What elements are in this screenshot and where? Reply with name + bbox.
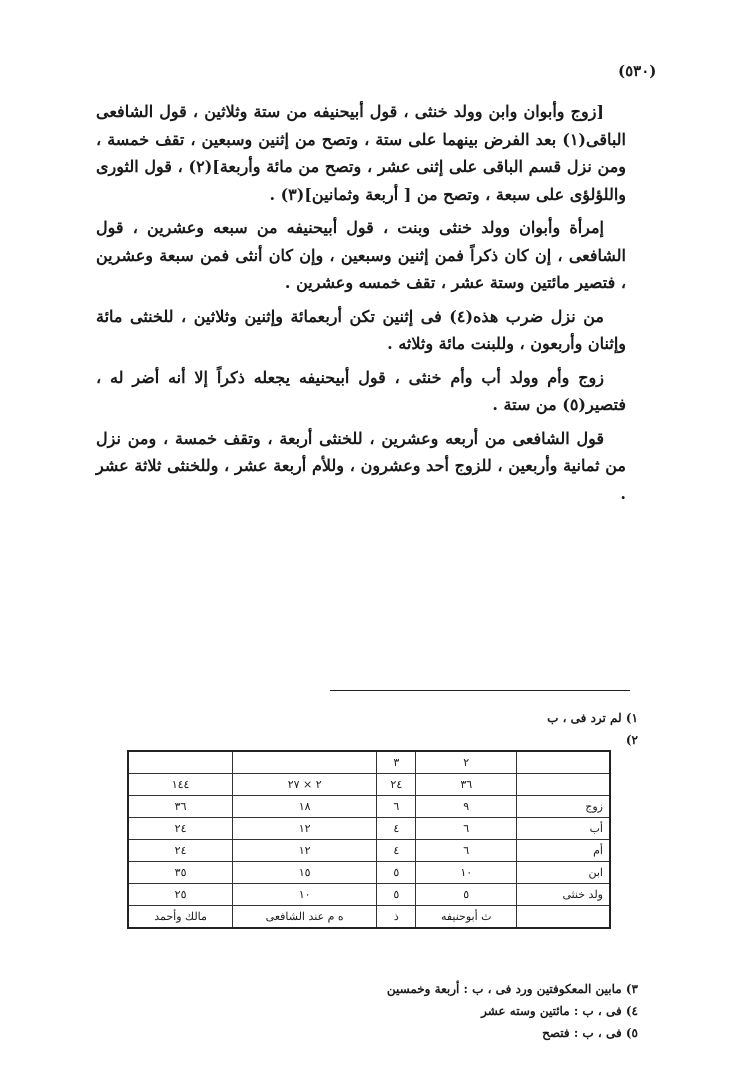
- table-cell: ٢٤: [128, 818, 233, 840]
- table-cell: ٣٦: [416, 774, 517, 796]
- table-cell: ٢٥: [128, 884, 233, 906]
- footnote-5: ٥) فى ، ب : فتصح: [542, 1026, 638, 1040]
- table-cell: ٦: [416, 840, 517, 862]
- table-cell: ١٢: [233, 818, 377, 840]
- table-cell: ولد خنثى: [517, 884, 611, 906]
- table-cell: [233, 751, 377, 774]
- table-cell: ٤: [377, 818, 416, 840]
- table-cell: [517, 906, 611, 929]
- paragraph-3: من نزل ضرب هذه(٤) فى إثنين تكن أربعمائة وإثنين وثلاثين ، للخنثى مائة وإثنان وأربعون ، وللبنت مائة وثلاثه .: [96, 306, 626, 353]
- table-cell: [517, 751, 611, 774]
- footnote-4: ٤) فى ، ب : مائتين وسته عشر: [481, 1004, 638, 1018]
- paragraph-1: [زوج وأبوان وابن وولد خنثى ، قول أبيحنيفه من ستة وثلاثين ، قول الشافعى الباقى(١) بعد الفرض بينهما على ستة ، وتصح من إثنين وسبعين ، تقف خمسة ، ومن نزل قسم الباقى على إثنى عشر ، وتصح من مائة وأربعة](٢) ، قول الثورى واللؤلؤى على سبعة ، وتصح من [ أربعة وثمانين](٣) .: [96, 102, 626, 204]
- table-cell: ٦: [416, 818, 517, 840]
- table-cell: ١٨: [233, 796, 377, 818]
- table-cell: ٣٥: [128, 862, 233, 884]
- footnote-divider: [330, 690, 630, 691]
- paragraph-4: زوج وأم وولد أب وأم خنثى ، قول أبيحنيفه يجعله ذكراً إلا أنه أضر له ، فتصير(٥) من ستة .: [96, 367, 626, 414]
- table-cell: ٤: [377, 840, 416, 862]
- table-cell: ٢: [416, 751, 517, 774]
- main-text: [96, 98, 626, 513]
- table-cell: ١٤٤: [128, 774, 233, 796]
- table-cell: مالك وأحمد: [128, 906, 233, 929]
- table-cell: ٥: [377, 862, 416, 884]
- table-cell: ١٠: [416, 862, 517, 884]
- paragraph-5: قول الشافعى من أربعه وعشرين ، للخنثى أربعة ، وتقف خمسة ، ومن نزل من ثمانية وأربعين ، للزوج أحد وعشرون ، وللأم أربعة عشر ، وللخنثى ثلاثة عشر .: [96, 428, 626, 503]
- table-cell: ٢ × ٢٧: [233, 774, 377, 796]
- footnote-1: ١) لم ترد فى ، ب: [547, 711, 638, 725]
- table-row: [128, 818, 610, 840]
- table-cell: ٥: [377, 884, 416, 906]
- table-cell: أم: [517, 840, 611, 862]
- footnote-3: ٣) مابين المعكوفتين ورد فى ، ب : أربعة وخمسين: [386, 982, 638, 996]
- paragraph-2: إمرأة وأبوان وولد خنثى وبنت ، قول أبيحنيفه من سبعه وعشرين ، قول الشافعى ، إن كان ذكراً فمن إثنين وسبعين ، وإن كان أنثى فمن سبعة وعشرين ، فتصير مائتين وستة عشر ، تقف خمسه وعشرين .: [96, 218, 626, 292]
- table-cell: ١٢: [233, 840, 377, 862]
- inheritance-table: [127, 750, 611, 929]
- table-row: [128, 751, 610, 774]
- footnote-2: ٢): [625, 733, 638, 747]
- table-cell: ذ: [377, 906, 416, 929]
- table-row: [128, 796, 610, 818]
- table-cell: زوج: [517, 796, 611, 818]
- page-number: (٥٣٠): [618, 62, 657, 80]
- table-cell: ٩: [416, 796, 517, 818]
- table-cell: ٣٦: [128, 796, 233, 818]
- table-cell: ١٠: [233, 884, 377, 906]
- table-row: [128, 840, 610, 862]
- table-cell: ه م عند الشافعى: [233, 906, 377, 929]
- table-cell: ٢٤: [377, 774, 416, 796]
- table-row: [128, 884, 610, 906]
- table-cell: ث أبوحنيفه: [416, 906, 517, 929]
- table-row: [128, 774, 610, 796]
- table-cell: ٣: [377, 751, 416, 774]
- table-cell: أب: [517, 818, 611, 840]
- table-cell: ابن: [517, 862, 611, 884]
- table-row: [128, 906, 610, 929]
- table-cell: [128, 751, 233, 774]
- table-cell: ٦: [377, 796, 416, 818]
- table-cell: ٢٤: [128, 840, 233, 862]
- table-cell: ٥: [416, 884, 517, 906]
- table-cell: ١٥: [233, 862, 377, 884]
- table-cell: [517, 774, 611, 796]
- table-row: [128, 862, 610, 884]
